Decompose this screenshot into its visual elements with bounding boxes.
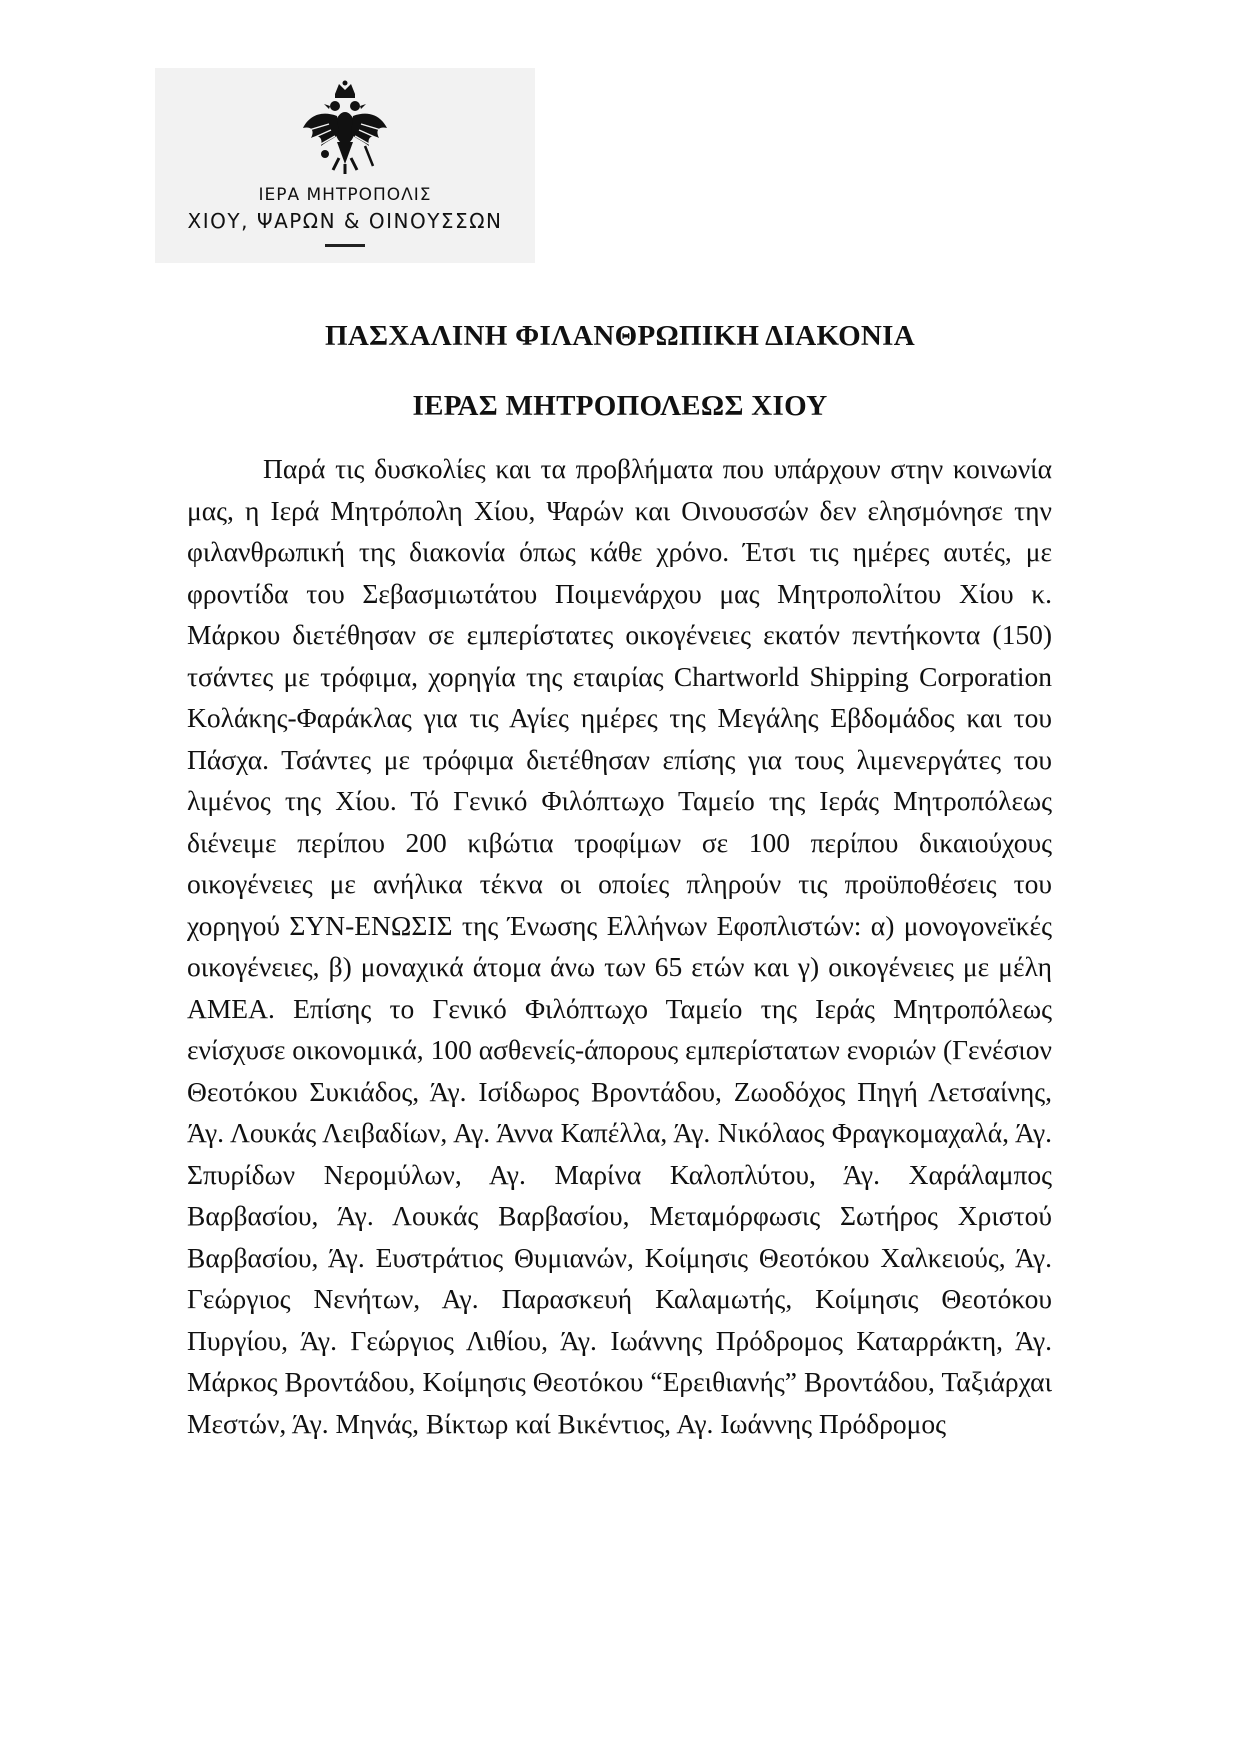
- logo-line-islands: ΧΙΟΥ, ΨΑΡΩΝ & ΟΙΝΟΥΣΣΩΝ: [187, 209, 503, 233]
- body-paragraph: Παρά τις δυσκολίες και τα προβλήματα που υπάρχουν στην κοινωνία μας, η Ιερά Μητρόπολη Χίου, Ψαρών και Οινουσσών δεν ελησμόνησε την φιλανθρωπική της διακονία όπως κάθε χρόνο. Έτσι τις ημέρες αυτές, με φροντίδα του Σεβασμιωτάτου Ποιμενάρχου μας Μητροπολίτου Χίου κ. Μάρκου διετέθησαν σε εμπερίστατες οικογένειες εκατόν πεντήκοντα (150) τσάντες με τρόφιμα, χορηγία της εταιρίας Chartworld Shipping Corporation Κολάκης-Φαράκλας για τις Αγίες ημέρες της Μεγάλης Εβδομάδος και του Πάσχα. Τσάντες με τρόφιμα διετέθησαν επίσης για τους λιμενεργάτες του λιμένος της Χίου. Τό Γενικό Φιλόπτωχο Ταμείο της Ιεράς Μητροπόλεως διένειμε περίπου 200 κιβώτια τροφίμων σε 100 περίπου δικαιούχους οικογένειες με ανήλικα τέκνα οι οποίες πληρούν τις προϋποθέσεις του χορηγού ΣΥΝ-ΕΝΩΣΙΣ της Ένωσης Ελλήνων Εφοπλιστών: α) μονογονεϊκές οικογένειες, β) μοναχικά άτομα άνω των 65 ετών και γ) οικογένειες με μέλη ΑΜΕΑ. Επίσης το Γενικό Φιλόπτωχο Ταμείο της Ιεράς Μητροπόλεως ενίσχυσε οικονομικά, 100 ασθενείς-άπορους εμπερίστατων ενοριών (Γενέσιον Θεοτόκου Συκιάδος, Άγ. Ισίδωρος Βροντάδου, Ζωοδόχος Πηγή Λετσαίνης, Άγ. Λουκάς Λειβαδίων, Αγ. Άννα Καπέλλα, Άγ. Νικόλαος Φραγκομαχαλά, Άγ. Σπυρίδων Νερομύλων, Αγ. Μαρίνα Καλοπλύτου, Άγ. Χαράλαμπος Βαρβασίου, Άγ. Λουκάς Βαρβασίου, Μεταμόρφωσις Σωτήρος Χριστού Βαρβασίου, Άγ. Ευστράτιος Θυμιανών, Κοίμησις Θεοτόκου Χαλκειούς, Άγ. Γεώργιος Νενήτων, Αγ. Παρασκευή Καλαμωτής, Κοίμησις Θεοτόκου Πυργίου, Άγ. Γεώργιος Λιθίου, Άγ. Ιωάννης Πρόδρομος Καταρράκτη, Άγ. Μάρκος Βροντάδου, Κοίμησις Θεοτόκου “Ερειθιανής” Βροντάδου, Ταξιάρχαι Μεστών, Άγ. Μηνάς, Βίκτωρ καί Βικέντιος, Αγ. Ιωάννης Πρόδρομος: [187, 453, 1052, 1439]
- document-title: ΠΑΣΧΑΛΙΝΗ ΦΙΛΑΝΘΡΩΠΙΚΗ ΔΙΑΚΟΝΙΑ: [324, 320, 916, 352]
- metropolis-logo: [155, 68, 535, 263]
- document-subtitle: ΙΕΡΑΣ ΜΗΤΡΟΠΟΛΕΩΣ ΧΙΟΥ: [412, 390, 828, 422]
- double-headed-eagle-icon: [299, 80, 391, 178]
- logo-line-metropolis: ΙΕΡΑ ΜΗΤΡΟΠΟΛΙΣ: [258, 185, 432, 205]
- logo-divider: [325, 244, 365, 247]
